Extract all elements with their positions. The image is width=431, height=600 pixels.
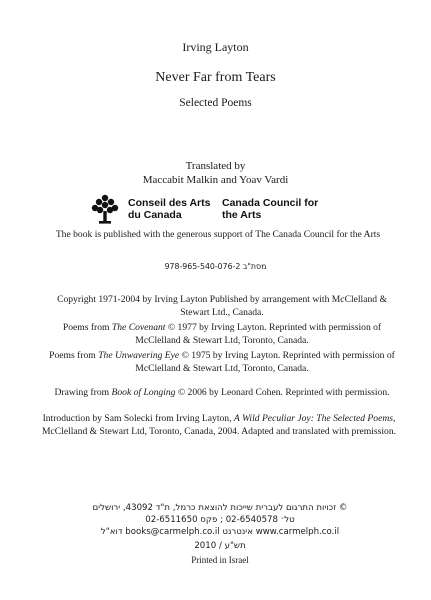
printed-in-israel: Printed in Israel: [191, 555, 249, 565]
publisher-phone-line: טל׳ 02-6540578 ; פקס 02-6511650: [145, 515, 295, 525]
support-note: The book is published with the generous support of The Canada Council for the Arts: [55, 229, 381, 240]
translated-by-label: Translated by: [185, 160, 246, 172]
copyright-line: Copyright 1971-2004 by Irving Layton Published by arrangement with McClelland & Stewart Ltd., Canada.: [57, 294, 387, 318]
canada-council-tree-icon: [90, 193, 120, 225]
council-name-en: Canada Council for the Arts: [222, 197, 319, 221]
covenant-title: The Covenant: [111, 322, 166, 333]
isbn: 978-965-540-076-2 מסת"ב: [164, 262, 267, 271]
book-title: Never Far from Tears: [155, 70, 276, 85]
publication-year: תש"ע / 2010: [194, 541, 246, 551]
publisher-web-line: www.carmelph.co.il אינטרנט books@carmelph.co.il דוא"ל: [100, 527, 340, 537]
author-name: Irving Layton: [182, 40, 249, 54]
covenant-credit: Poems from The Covenant © 1977 by Irving Layton. Reprinted with permission of McClelland & Stewart Ltd, Toronto, Canada.: [62, 322, 382, 346]
unwavering-eye-credit: Poems from The Unwavering Eye © 1975 by Irving Layton. Reprinted with permission of McClelland & Stewart Ltd, Toronto, Canada.: [49, 350, 395, 374]
book-of-longing-title: Book of Longing: [111, 387, 176, 398]
wild-peculiar-joy-title: A Wild Peculiar Joy: The Selected Poems: [233, 413, 394, 424]
publisher-rights-line: © זכויות התרגום לעברית שייכות להוצאת כרמל, ת"ד 43092, ירושלים: [92, 503, 348, 513]
canada-council-logo: [90, 192, 330, 226]
unwavering-eye-title: The Unwavering Eye: [98, 350, 180, 361]
translators-names: Maccabit Malkin and Yoav Vardi: [142, 174, 289, 186]
introduction-credit: Introduction by Sam Solecki from Irving Layton, A Wild Peculiar Joy: The Selected Poems, McClelland & Stewart Ltd, Toronto, Canada, 2004. Adapted and translated with premission.: [41, 413, 397, 437]
council-name-fr: Conseil des Arts du Canada: [128, 197, 211, 221]
book-subtitle: Selected Poems: [179, 97, 252, 109]
drawing-credit: Drawing from Book of Longing © 2006 by Leonard Cohen. Reprinted with permission.: [54, 387, 390, 398]
